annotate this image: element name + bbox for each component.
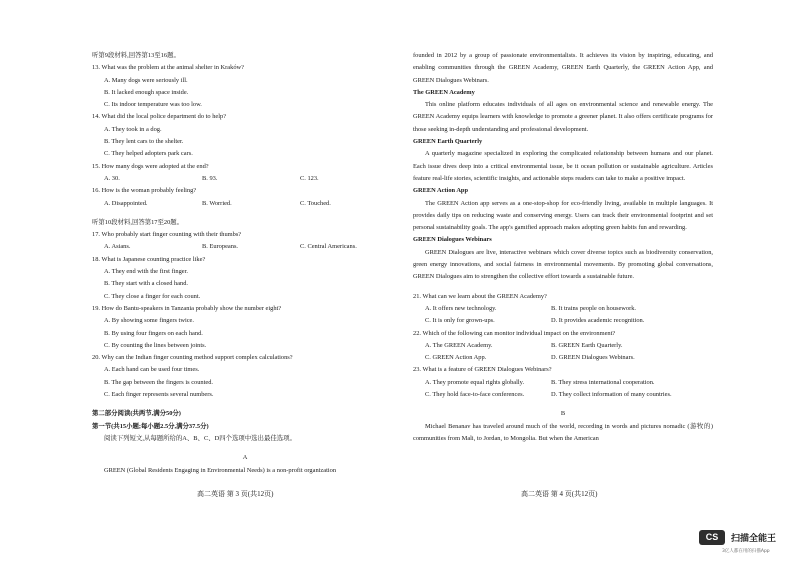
option: C. Its indoor temperature was too low. [104,101,202,109]
option: B. It lacked enough space inside. [104,88,189,96]
option-row [413,352,713,364]
option: A. They end with the first finger. [104,268,189,276]
scanner-app-name: 扫描全能王 [731,534,777,544]
option: B. 93. [202,174,218,182]
section-heading: 第一节(共15小题;每小题2.5分,满分37.5分) [92,422,209,430]
option: B. Worried. [202,199,232,207]
page-footer: 高二英语 第 4 页(共12页) [521,490,598,498]
option: A. Each hand can be used four times. [104,366,200,374]
option: C. 123. [300,174,319,182]
option: A. They took in a dog. [104,125,162,133]
option: D. GREEN Dialogues Webinars. [551,354,635,362]
passage-text: The GREEN Action app serves as a one-stop-shop for eco-friendly living, available in multiple languages. It provides daily tips on reducing waste and conserving energy. Users can track their environmental footprint and set personal sustainability goals. The app's gamified approach makes adopting green habits fun and rewarding. [413,199,713,232]
option: B. They lent cars to the shelter. [104,138,184,146]
question-20: 20. Why can the Indian finger counting method support complex calculations? [92,354,293,362]
option: A. Many dogs were seriously ill. [104,76,188,84]
section-heading: GREEN Action App [413,187,469,195]
page-footer: 高二英语 第 3 页(共12页) [197,490,274,498]
option: C. They close a finger for each count. [104,292,201,300]
question-14: 14. What did the local police department do to help? [92,113,227,121]
section-heading: GREEN Dialogues Webinars [413,236,492,244]
option: B. By using four fingers on each hand. [104,329,203,337]
option: A. 30. [104,174,120,182]
option: C. By counting the lines between joints. [104,341,207,349]
passage-label: B [560,410,566,418]
question-13: 13. What was the problem at the animal shelter in Kraków? [92,64,244,72]
option: B. Europeans. [202,243,239,251]
option: C. Central Americans. [300,243,357,251]
option: A. It offers new technology. [425,304,497,312]
instruction: 阅读下列短文,从每题所给的A、B、C、D四个选项中选出最佳选项。 [104,434,296,442]
option: A. By showing some fingers twice. [104,317,194,325]
option-row [413,315,713,327]
question-21: 21. What can we learn about the GREEN Academy? [413,292,547,300]
question-19: 19. How do Bantu-speakers in Tanzania probably show the number eight? [92,304,282,312]
option: A. Disappointed. [104,199,148,207]
question-17: 17. Who probably start finger counting with their thumbs? [92,231,242,239]
option: C. GREEN Action App. [425,354,487,362]
option-row [413,389,713,401]
question-23: 23. What is a feature of GREEN Dialogues Webinars? [413,366,552,374]
option-row [413,377,713,389]
left-column [92,50,398,477]
section-heading: 听第9段材料,回答第13至16题。 [92,52,180,59]
question-18: 18. What is Japanese counting practice like? [92,255,206,263]
scanner-tagline: 3亿人都在用的扫描App [722,549,770,554]
passage-text: This online platform educates individuals of all ages on environmental science and renewable energy. The GREEN Academy equips learners with knowledge to promote a greener planet. It also offers certificate programs for those seeking in-depth understanding and professional development. [413,101,713,133]
option-row [413,340,713,352]
passage-text: A quarterly magazine specialized in exploring the complicated relationship between humans and our planet. Each issue dives deep into a critical environmental issue, be it ocean pollution or sustainable agriculture. Articles feature real-life stories, scientific insights, and actionable steps readers can take to make a positive impact. [413,150,713,182]
option: A. The GREEN Academy. [425,341,493,349]
option: A. Asians. [104,243,131,251]
passage-text: GREEN (Global Residents Engaging in Environmental Needs) is a non-profit organization [104,466,337,474]
passage-text: GREEN Dialogues are live, interactive webinars which cover diverse topics such as biodiversity conservation, green energy innovations, and social fairness in environmental movements. By promoting global conversations, GREEN Dialogues aim to strengthen the collective effort towards a sustainable future. [413,248,713,281]
option: B. They stress international cooperation. [551,378,655,386]
option: A. They promote equal rights globally. [425,378,525,386]
option: B. GREEN Earth Quarterly. [551,341,623,349]
right-column [413,50,713,445]
passage-text: Michael Benanav has traveled around much of the world, recording in words and pictures nomadic (游牧的) communities from Mali, to Jordan, to Mongolia. But when the American [413,422,713,442]
passage-text: founded in 2012 by a group of passionate environmentalists. It achieves its vision by inspiring, educating, and enabling communities through the GREEN Academy, GREEN Earth Quarterly, the GREEN Action App, and GREEN Dialogues Webinars. [413,52,713,84]
option: B. The gap between the fingers is counted. [104,378,214,386]
section-heading: GREEN Earth Quarterly [413,138,483,146]
section-heading: The GREEN Academy [413,88,475,96]
option: D. It provides academic recognition. [551,317,645,325]
option-row [92,241,398,253]
option: C. Touched. [300,199,331,207]
option: B. They start with a closed hand. [104,280,189,288]
option: D. They collect information of many countries. [551,391,672,399]
option-row [92,173,398,185]
option: C. It is only for grown-ups. [425,317,495,325]
section-heading: 听第10段材料,回答第17至20题。 [92,218,184,226]
option: C. They helped adopters park cars. [104,150,193,158]
question-15: 15. How many dogs were adopted at the end? [92,162,209,170]
passage-label: A [242,454,248,462]
option-row [413,303,713,315]
option: C. Each finger represents several numbers. [104,391,214,399]
option: C. They hold face-to-face conferences. [425,391,525,399]
option-row [92,198,398,210]
scanner-logo-icon: CS [699,530,725,545]
question-22: 22. Which of the following can monitor individual impact on the environment? [413,329,616,337]
option: B. It trains people on housework. [551,304,637,312]
part-heading: 第二部分阅读(共两节,满分50分) [92,410,181,418]
question-16: 16. How is the woman probably feeling? [92,187,197,195]
